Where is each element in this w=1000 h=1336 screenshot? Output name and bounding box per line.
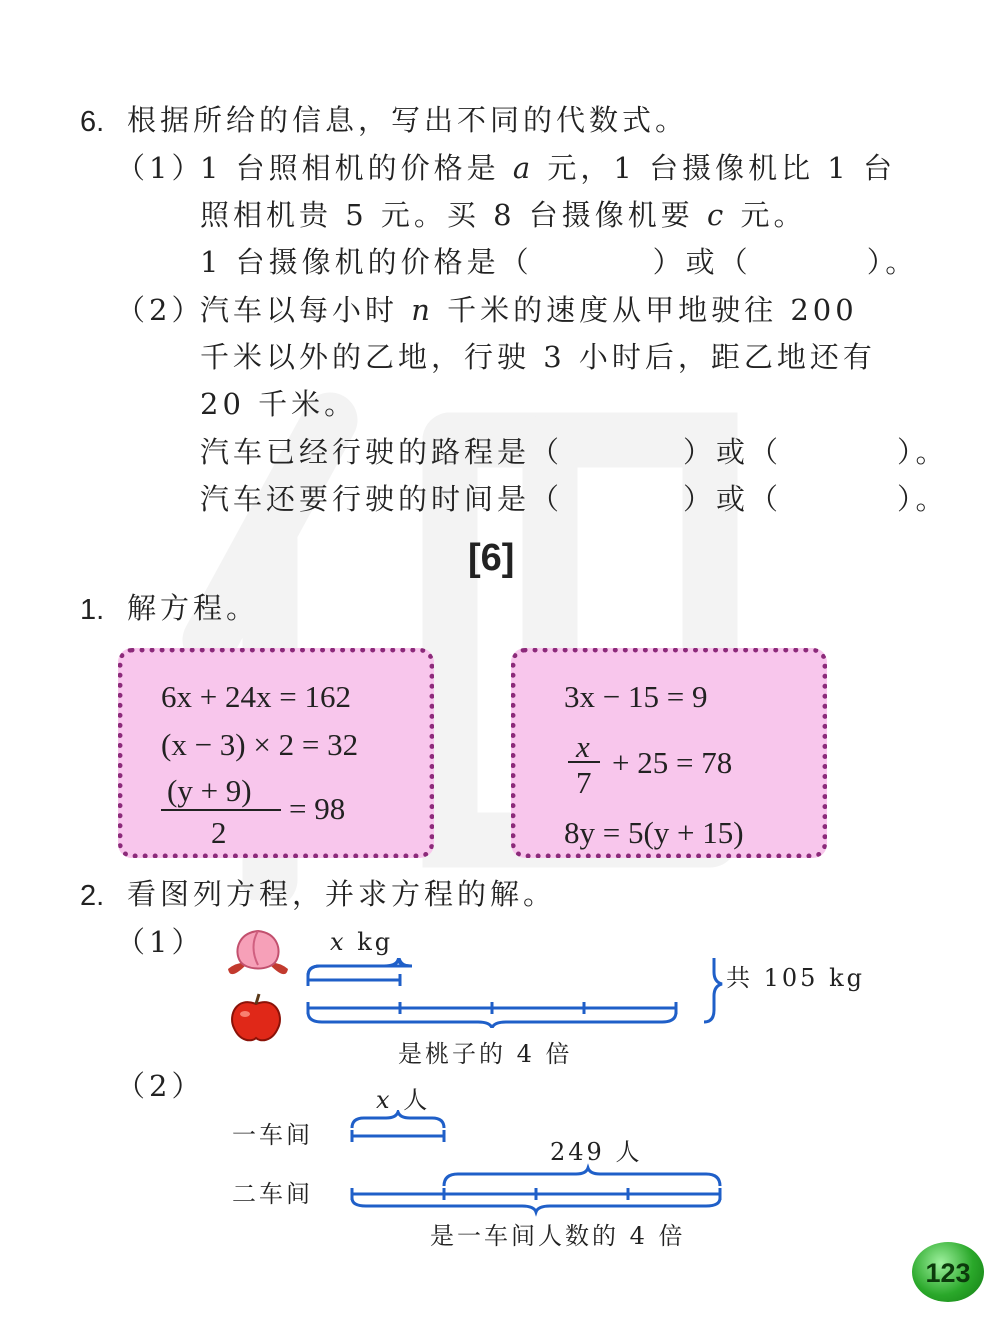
- total-weight-label: 共 105 kg: [726, 964, 865, 992]
- equation-3-numerator: (y + 9): [167, 773, 252, 808]
- part-2-line-3: 20 千米。: [200, 387, 358, 421]
- question-6-title: 根据所给的信息，写出不同的代数式。: [127, 103, 689, 137]
- question-2-title: 看图列方程，并求方程的解。: [127, 877, 557, 911]
- diagram-2-lines: [346, 1110, 736, 1220]
- part-1-blank-line: 1 台摄像机的价格是（ ）或（ ）。: [200, 245, 919, 279]
- peach-weight-label: x kg: [330, 928, 394, 956]
- equation-3-rhs: = 98: [289, 791, 346, 826]
- fraction-bar-2: [568, 761, 600, 763]
- workshop-2-label: 二车间: [232, 1180, 313, 1208]
- equation-1: 6x + 24x = 162: [161, 679, 351, 714]
- diagram-1-lines: [300, 958, 730, 1028]
- equation-5-denominator: 7: [576, 765, 592, 800]
- apple-relation-label: 是桃子的 4 倍: [398, 1040, 573, 1068]
- workshop-1-label: 一车间: [232, 1121, 313, 1149]
- part-2-question-2: 汽车还要行驶的时间是（ ）或（ ）。: [200, 482, 949, 516]
- equation-5-rhs: + 25 = 78: [612, 745, 733, 780]
- peach-icon: [226, 925, 290, 987]
- question-1-title: 解方程。: [127, 591, 260, 625]
- equation-3-denominator: 2: [211, 815, 227, 850]
- question-number-1: 1.: [80, 594, 105, 626]
- question-number-2: 2.: [80, 880, 105, 912]
- diagram-1-label: （1）: [116, 925, 205, 959]
- equation-5-numerator: x: [576, 729, 590, 764]
- fraction-bar: [161, 809, 281, 811]
- page-number: 123: [925, 1258, 971, 1288]
- part-2-line-1: 汽车以每小时 n 千米的速度从甲地驶往 200: [200, 293, 858, 327]
- workshop-1-count-label: x 人: [376, 1086, 431, 1114]
- equation-box-left: [118, 648, 434, 858]
- equation-2: (x − 3) × 2 = 32: [161, 727, 359, 762]
- part-1-line-2: 照相机贵 5 元。买 8 台摄像机要 c 元。: [200, 198, 807, 232]
- part-2-line-2: 千米以外的乙地，行驶 3 小时后，距乙地还有: [200, 340, 876, 374]
- part-2-question-1: 汽车已经行驶的路程是（ ）或（ ）。: [200, 435, 949, 469]
- part-1-line-1: 1 台照相机的价格是 a 元，1 台摄像机比 1 台: [200, 151, 896, 185]
- workshop-2-extra-label: 249 人: [550, 1138, 643, 1166]
- page-number-badge: [912, 1242, 984, 1302]
- question-number-6: 6.: [80, 106, 105, 138]
- diagram-2-label: （2）: [116, 1069, 205, 1103]
- part-2-label: （2）: [116, 293, 205, 327]
- section-title: [6]: [468, 537, 515, 579]
- workshop-2-relation-label: 是一车间人数的 4 倍: [430, 1222, 686, 1250]
- part-1-label: （1）: [116, 151, 205, 185]
- equation-4: 3x − 15 = 9: [564, 679, 708, 714]
- equation-6: 8y = 5(y + 15): [564, 815, 744, 850]
- equation-box-right: [511, 648, 827, 858]
- apple-icon: [226, 992, 286, 1044]
